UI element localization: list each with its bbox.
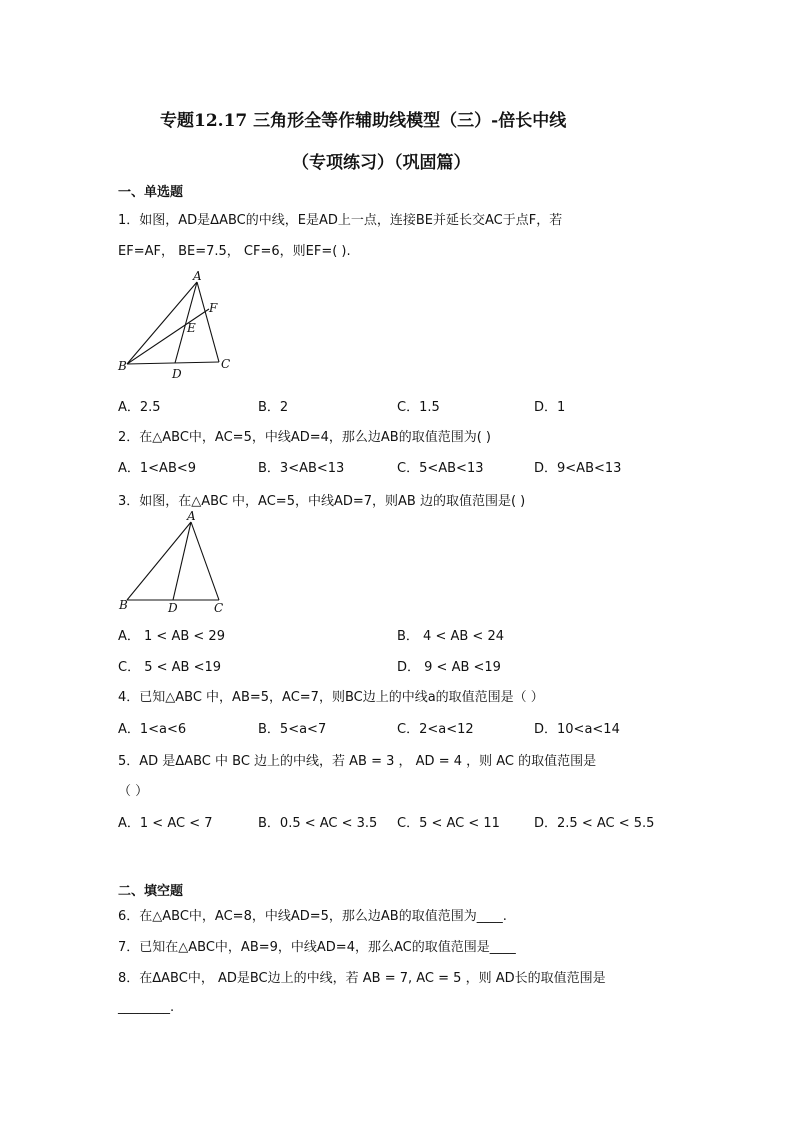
q5-option-a[interactable]: A．1 < AC < 7: [118, 816, 213, 831]
q4-option-d[interactable]: D．10<a<14: [534, 722, 620, 737]
segment-ac: [197, 282, 219, 362]
label-c: C: [221, 357, 231, 371]
label-b: B: [119, 598, 128, 612]
segment-ab: [127, 522, 191, 600]
label-a: A: [187, 509, 196, 523]
section-heading-single-choice: 一、单选题: [118, 185, 184, 200]
label-b: B: [118, 359, 127, 373]
q5-option-b[interactable]: B．0.5 < AC < 3.5: [258, 816, 378, 831]
question-5-text: 5．AD 是ΔABC 中 BC 边上的中线，若 AB = 3 ， AD = 4 ，则 AC 的取值范围是: [118, 754, 597, 769]
label-f: F: [209, 301, 218, 315]
q3-option-b[interactable]: B． 4 < AB < 24: [397, 629, 504, 644]
q3-option-d[interactable]: D． 9 < AB <19: [397, 660, 501, 675]
segment-ac: [191, 522, 219, 600]
page-title: 专题12.17 三角形全等作辅助线模型（三）-倍长中线: [160, 111, 567, 131]
q3-option-a[interactable]: A． 1 < AB < 29: [118, 629, 225, 644]
q5-option-c[interactable]: C．5 < AC < 11: [397, 816, 500, 831]
section-heading-fill-in: 二、填空题: [118, 884, 184, 899]
q3-option-c[interactable]: C． 5 < AB <19: [118, 660, 222, 675]
label-c: C: [214, 601, 224, 615]
q2-option-d[interactable]: D．9<AB<13: [534, 461, 622, 476]
question-1-figure: [115, 268, 245, 380]
question-3-figure: [115, 508, 235, 616]
question-5-text-line2: （ ）: [118, 784, 149, 799]
q4-option-c[interactable]: C．2<a<12: [397, 722, 474, 737]
label-e: E: [187, 321, 196, 335]
question-1-text-line2: EF=AF， BE=7.5， CF=6，则EF=( ).: [118, 244, 351, 259]
q4-option-b[interactable]: B．5<a<7: [258, 722, 327, 737]
q4-option-a[interactable]: A．1<a<6: [118, 722, 187, 737]
q2-option-c[interactable]: C．5<AB<13: [397, 461, 484, 476]
q1-option-b[interactable]: B．2: [258, 400, 289, 415]
question-8-text: 8．在ΔABC中， AD是BC边上的中线，若 AB = 7, AC = 5 ，则 AD长的取值范围是: [118, 971, 606, 986]
q1-option-d[interactable]: D．1: [534, 400, 566, 415]
label-a: A: [193, 269, 202, 283]
q2-option-a[interactable]: A．1<AB<9: [118, 461, 197, 476]
question-6-text: 6．在△ABC中，AC=8，中线AD=5，那么边AB的取值范围为____.: [118, 909, 507, 924]
segment-bc: [127, 362, 219, 364]
question-8-text-line2: ________.: [118, 1000, 175, 1015]
q2-option-b[interactable]: B．3<AB<13: [258, 461, 345, 476]
question-4-text: 4．已知△ABC 中，AB=5，AC=7，则BC边上的中线a的取值范围是（ ）: [118, 690, 544, 705]
q5-option-d[interactable]: D．2.5 < AC < 5.5: [534, 816, 655, 831]
segment-bf: [127, 309, 209, 364]
question-2-text: 2．在△ABC中，AC=5，中线AD=4，那么边AB的取值范围为( ): [118, 430, 491, 445]
q1-option-c[interactable]: C．1.5: [397, 400, 440, 415]
q1-option-a[interactable]: A．2.5: [118, 400, 161, 415]
label-d: D: [168, 601, 178, 615]
label-d: D: [172, 367, 182, 380]
question-7-text: 7．已知在△ABC中，AB=9，中线AD=4，那么AC的取值范围是____: [118, 940, 516, 955]
question-3-text: 3．如图，在△ABC 中，AC=5，中线AD=7，则AB 边的取值范围是( ): [118, 494, 526, 509]
page-subtitle: （专项练习）（巩固篇）: [292, 153, 471, 173]
question-1-text: 1．如图，AD是ΔABC的中线，E是AD上一点，连接BE并延长交AC于点F，若: [118, 213, 563, 228]
